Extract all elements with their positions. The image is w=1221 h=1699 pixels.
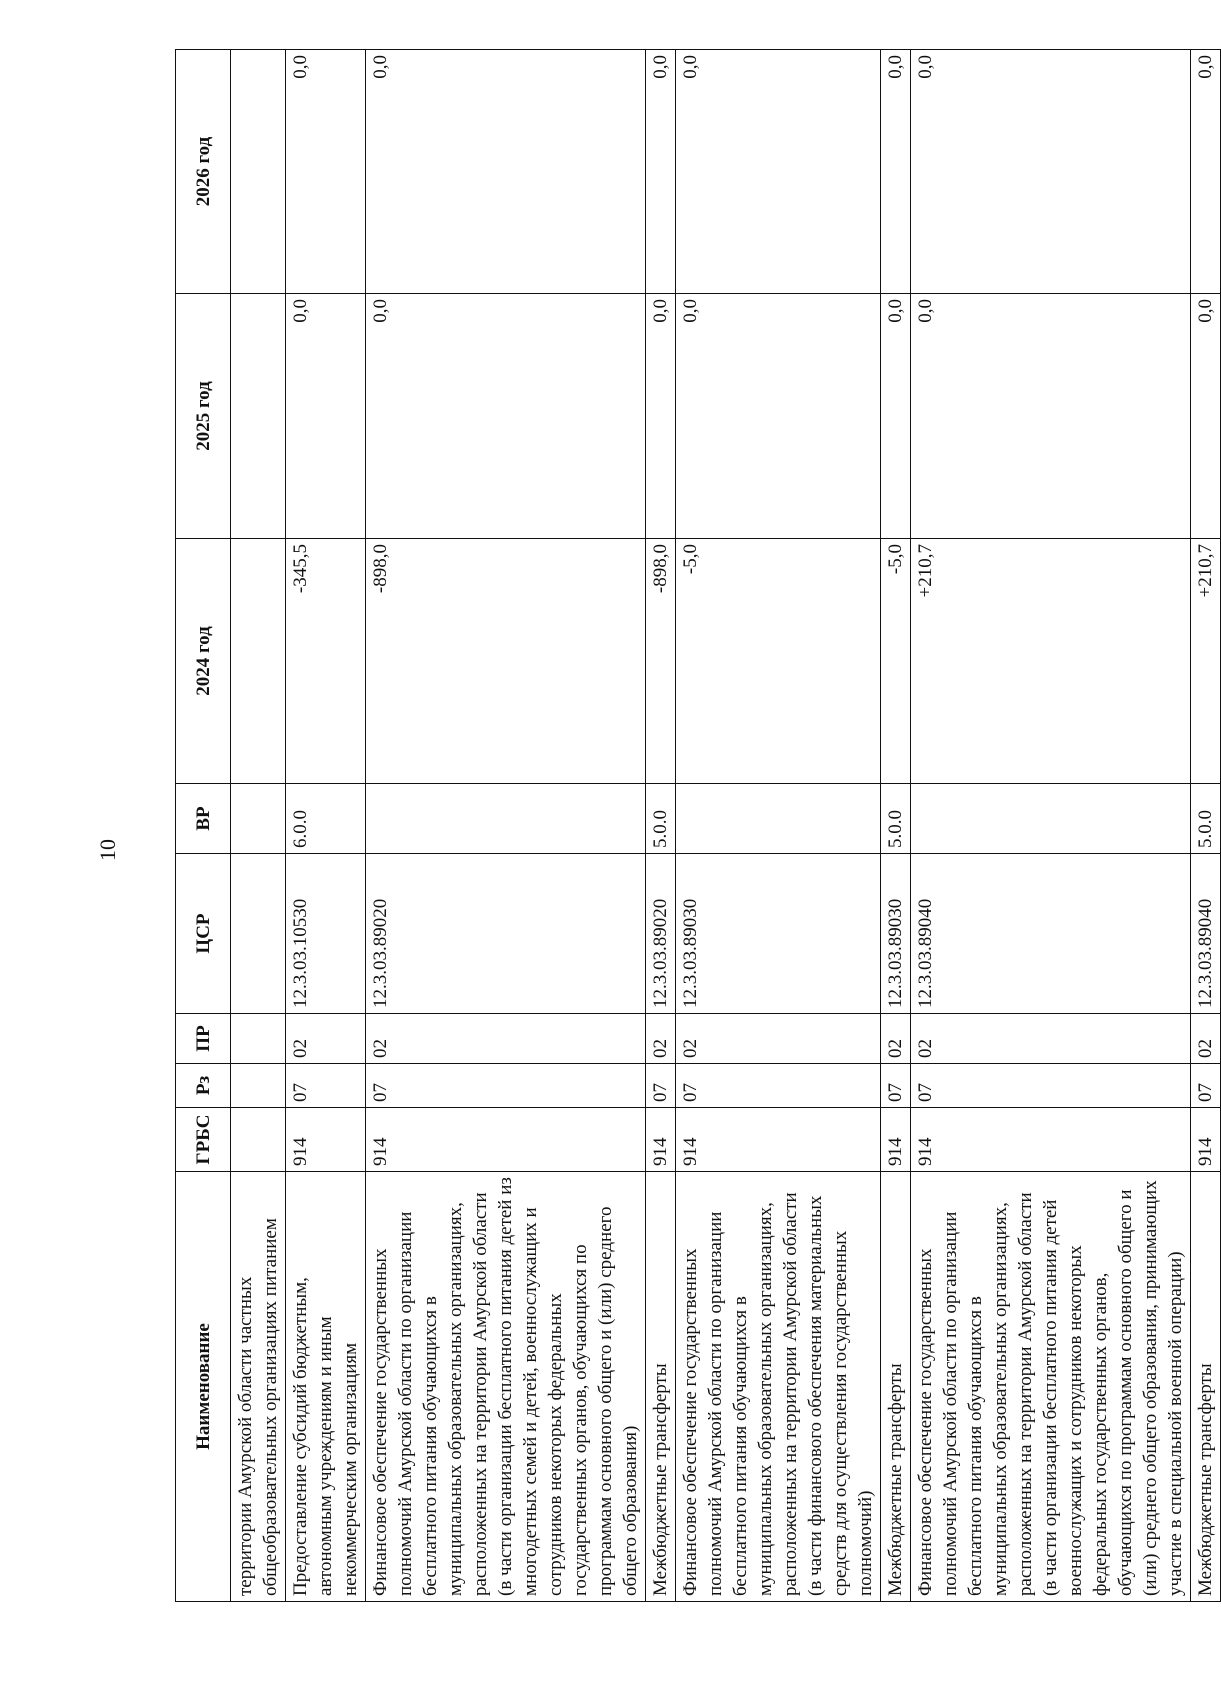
table-header-row bbox=[176, 50, 231, 1602]
table-row bbox=[1191, 50, 1221, 1602]
cell-2024: -5,0 bbox=[881, 539, 911, 784]
cell-2026: 0,0 bbox=[286, 50, 366, 294]
cell-name: Финансовое обеспечение государственных полномочий Амурской области по организации бесплатного питания обучающихся в муниципальных образовательных организациях, расположенных на территории Амурской области (в части финансового обеспечения материальных средств для осуществления государственных полномочий) bbox=[676, 1172, 881, 1602]
cell-2026: 0,0 bbox=[1191, 50, 1221, 294]
table-row bbox=[881, 50, 911, 1602]
cell-vr bbox=[911, 784, 1191, 854]
cell-name: территории Амурской области частных общеобразовательных организациях питанием bbox=[231, 1172, 286, 1602]
table-row bbox=[286, 50, 366, 1602]
cell-vr: 5.0.0 bbox=[646, 784, 676, 854]
cell-vr: 5.0.0 bbox=[1191, 784, 1221, 854]
header-name: Наименование bbox=[176, 1172, 231, 1602]
cell-grbs: 914 bbox=[366, 1108, 646, 1172]
cell-name: Межбюджетные трансферты bbox=[881, 1172, 911, 1602]
cell-2024: -5,0 bbox=[676, 539, 881, 784]
cell-grbs: 914 bbox=[646, 1108, 676, 1172]
cell-grbs: 914 bbox=[1191, 1108, 1221, 1172]
cell-2025: 0,0 bbox=[1191, 294, 1221, 539]
header-2024: 2024 год bbox=[176, 539, 231, 784]
cell-vr: 5.0.0 bbox=[881, 784, 911, 854]
cell-csr: 12.3.03.89040 bbox=[1191, 854, 1221, 1014]
cell-vr bbox=[676, 784, 881, 854]
table-row bbox=[231, 50, 286, 1602]
cell-grbs bbox=[231, 1108, 286, 1172]
cell-2025: 0,0 bbox=[366, 294, 646, 539]
cell-rz: 07 bbox=[881, 1064, 911, 1108]
cell-2024 bbox=[231, 539, 286, 784]
cell-name: Финансовое обеспечение государственных полномочий Амурской области по организации бесплатного питания обучающихся в муниципальных образовательных организациях, расположенных на территории Амурской области (в части организации бесплатного питания детей военнослужащих и сотрудников некоторых федеральных государственных органов, обучающихся по программам основного общего и (или) среднего общего образования, принимающих участие в специальной военной операции) bbox=[911, 1172, 1191, 1602]
cell-csr: 12.3.03.89030 bbox=[676, 854, 881, 1014]
header-2025: 2025 год bbox=[176, 294, 231, 539]
cell-2025: 0,0 bbox=[881, 294, 911, 539]
cell-2025: 0,0 bbox=[676, 294, 881, 539]
cell-rz: 07 bbox=[366, 1064, 646, 1108]
cell-csr: 12.3.03.89020 bbox=[646, 854, 676, 1014]
header-vr: ВР bbox=[176, 784, 231, 854]
cell-2024: -898,0 bbox=[366, 539, 646, 784]
cell-rz bbox=[231, 1064, 286, 1108]
cell-csr: 12.3.03.89040 bbox=[911, 854, 1191, 1014]
cell-vr bbox=[366, 784, 646, 854]
cell-2026: 0,0 bbox=[646, 50, 676, 294]
header-grbs: ГРБС bbox=[176, 1108, 231, 1172]
cell-csr bbox=[231, 854, 286, 1014]
cell-rz: 07 bbox=[1191, 1064, 1221, 1108]
cell-2026 bbox=[231, 50, 286, 294]
cell-vr: 6.0.0 bbox=[286, 784, 366, 854]
cell-pr: 02 bbox=[366, 1014, 646, 1064]
cell-name: Межбюджетные трансферты bbox=[646, 1172, 676, 1602]
cell-rz: 07 bbox=[286, 1064, 366, 1108]
table-row bbox=[366, 50, 646, 1602]
cell-csr: 12.3.03.10530 bbox=[286, 854, 366, 1014]
cell-pr: 02 bbox=[1191, 1014, 1221, 1064]
header-csr: ЦСР bbox=[176, 854, 231, 1014]
cell-grbs: 914 bbox=[676, 1108, 881, 1172]
cell-2025: 0,0 bbox=[646, 294, 676, 539]
cell-name: Финансовое обеспечение государственных полномочий Амурской области по организации бесплатного питания обучающихся в муниципальных образовательных организациях, расположенных на территории Амурской области (в части организации бесплатного питания детей из многодетных семей и детей, военнослужащих и сотрудников некоторых федеральных государственных органов, обучающихся по программам основного общего и (или) среднего общего образования) bbox=[366, 1172, 646, 1602]
table-row bbox=[646, 50, 676, 1602]
cell-csr: 12.3.03.89020 bbox=[366, 854, 646, 1014]
header-2026: 2026 год bbox=[176, 50, 231, 294]
page-number: 10 bbox=[95, 839, 120, 861]
cell-pr: 02 bbox=[881, 1014, 911, 1064]
cell-grbs: 914 bbox=[881, 1108, 911, 1172]
cell-2024: +210,7 bbox=[1191, 539, 1221, 784]
header-pr: ПР bbox=[176, 1014, 231, 1064]
header-rz: Рз bbox=[176, 1064, 231, 1108]
cell-2026: 0,0 bbox=[366, 50, 646, 294]
cell-2024: -898,0 bbox=[646, 539, 676, 784]
cell-pr: 02 bbox=[646, 1014, 676, 1064]
cell-grbs: 914 bbox=[286, 1108, 366, 1172]
cell-vr bbox=[231, 784, 286, 854]
cell-pr: 02 bbox=[286, 1014, 366, 1064]
cell-2026: 0,0 bbox=[911, 50, 1191, 294]
cell-csr: 12.3.03.89030 bbox=[881, 854, 911, 1014]
cell-name: Межбюджетные трансферты bbox=[1191, 1172, 1221, 1602]
cell-pr: 02 bbox=[676, 1014, 881, 1064]
cell-grbs: 914 bbox=[911, 1108, 1191, 1172]
table-row bbox=[676, 50, 881, 1602]
cell-pr bbox=[231, 1014, 286, 1064]
cell-2024: -345,5 bbox=[286, 539, 366, 784]
cell-rz: 07 bbox=[646, 1064, 676, 1108]
cell-2025: 0,0 bbox=[911, 294, 1191, 539]
cell-2024: +210,7 bbox=[911, 539, 1191, 784]
cell-2025: 0,0 bbox=[286, 294, 366, 539]
table-row bbox=[911, 50, 1191, 1602]
cell-pr: 02 bbox=[911, 1014, 1191, 1064]
cell-rz: 07 bbox=[676, 1064, 881, 1108]
cell-name: Предоставление субсидий бюджетным, автономным учреждениям и иным некоммерческим организациям bbox=[286, 1172, 366, 1602]
budget-table-container bbox=[175, 50, 1216, 1602]
budget-table bbox=[175, 49, 1221, 1602]
cell-2026: 0,0 bbox=[881, 50, 911, 294]
cell-2025 bbox=[231, 294, 286, 539]
cell-rz: 07 bbox=[911, 1064, 1191, 1108]
cell-2026: 0,0 bbox=[676, 50, 881, 294]
